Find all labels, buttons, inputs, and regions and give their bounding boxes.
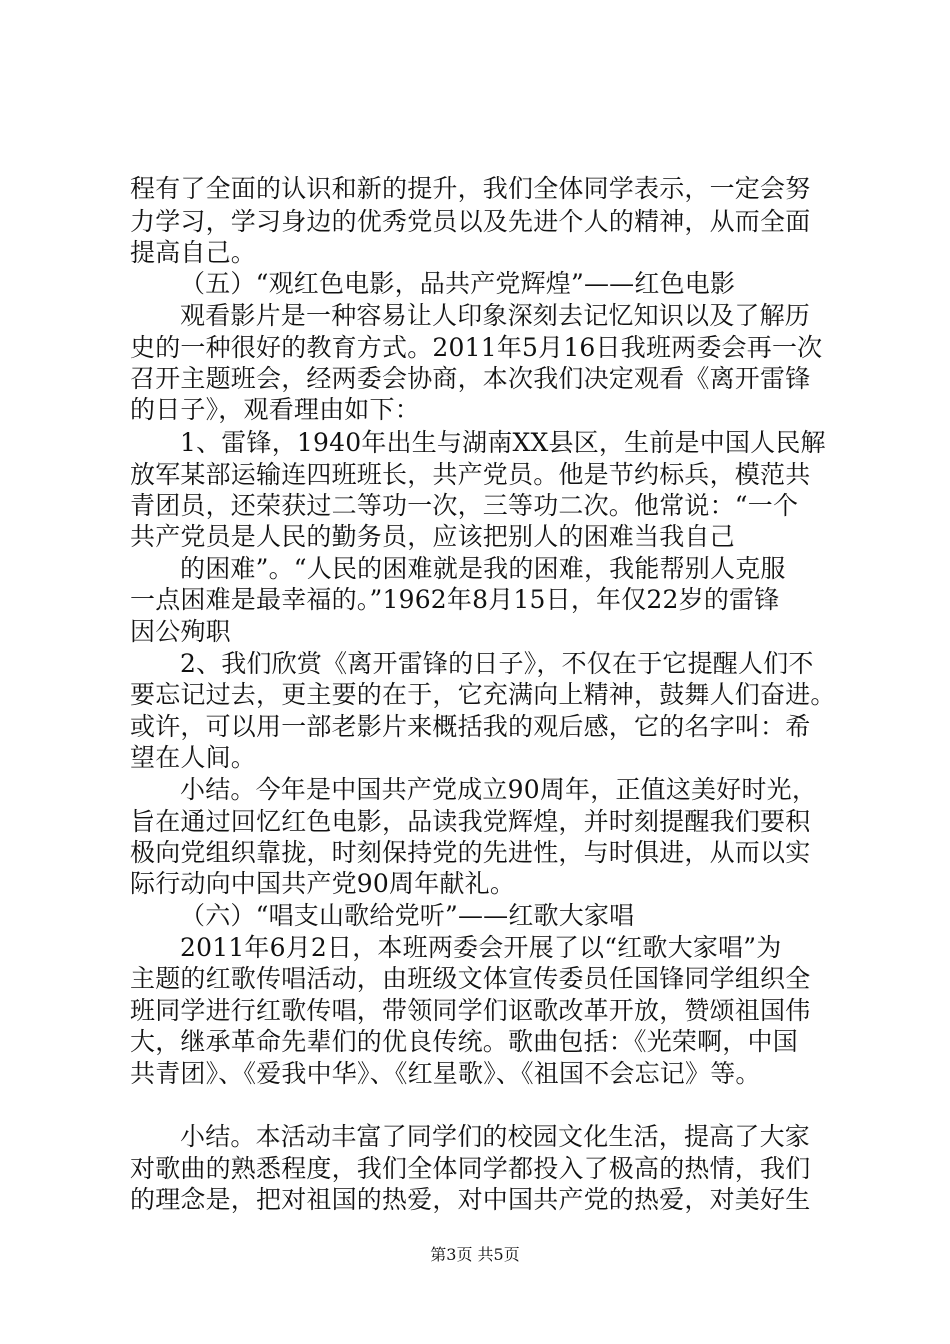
text-line: 际行动向中国共产党90周年献礼。 xyxy=(130,869,516,898)
text-line: 的困难”。“人民的困难就是我的困难，我能帮别人克服 xyxy=(180,554,786,583)
summary-paragraph: 小结。今年是中国共产党成立90周年，正值这美好时光， xyxy=(180,775,818,804)
text-line: 力学习，学习身边的优秀党员以及先进个人的精神，从而全面 xyxy=(130,207,811,236)
text-line: 1、雷锋，1940年出生与湖南XX县区，生前是中国人民解 xyxy=(180,428,826,457)
text-line: 一点困难是最幸福的。”1962年8月15日，年仅22岁的雷锋 xyxy=(130,585,780,614)
section-heading: （六）“唱支山歌给党听”——红歌大家唱 xyxy=(180,901,635,930)
text-line: 或许，可以用一部老影片来概括我的观后感，它的名字叫：希 xyxy=(130,712,811,741)
text-line: 观看影片是一种容易让人印象深刻去记忆知识以及了解历 xyxy=(180,301,811,330)
text-line: 极向党组织靠拢，时刻保持党的先进性，与时俱进，从而以实 xyxy=(130,838,811,867)
text-line: 2、我们欣赏《离开雷锋的日子》，不仅在于它提醒人们不 xyxy=(180,649,814,678)
text-line: 主题的红歌传唱活动，由班级文体宣传委员任国锋同学组织全 xyxy=(130,964,811,993)
section-heading: （五）“观红色电影，品共产党辉煌”——红色电影 xyxy=(180,269,736,298)
text-line: 共青团》、《爱我中华》、《红星歌》、《祖国不会忘记》等。 xyxy=(130,1059,761,1088)
text-line: 班同学进行红歌传唱，带领同学们讴歌改革开放，赞颂祖国伟 xyxy=(130,996,811,1025)
text-line: 旨在通过回忆红色电影，品读我党辉煌，并时刻提醒我们要积 xyxy=(130,807,811,836)
text-line: 要忘记过去，更主要的在于，它充满向上精神，鼓舞人们奋进。 xyxy=(130,680,836,709)
text-line: 史的一种很好的教育方式。2011年5月16日我班两委会再一次 xyxy=(130,333,823,362)
summary-paragraph: 小结。本活动丰富了同学们的校园文化生活，提高了大家 xyxy=(180,1122,811,1151)
text-line: 对歌曲的熟悉程度，我们全体同学都投入了极高的热情，我们 xyxy=(130,1154,811,1183)
text-line: 的日子》，观看理由如下： xyxy=(130,395,420,424)
text-line: 程有了全面的认识和新的提升，我们全体同学表示，一定会努 xyxy=(130,174,811,203)
text-line: 提高自己。 xyxy=(130,238,257,267)
text-line: 放军某部运输连四班班长，共产党员。他是节约标兵，模范共 xyxy=(130,460,811,489)
text-line: 的理念是，把对祖国的热爱，对中国共产党的热爱，对美好生 xyxy=(130,1185,811,1214)
text-line: 召开主题班会，经两委会协商，本次我们决定观看《离开雷锋 xyxy=(130,364,811,393)
text-line: 因公殉职 xyxy=(130,617,231,646)
text-line: 大，继承革命先辈们的优良传统。歌曲包括：《光荣啊，中国 xyxy=(130,1027,798,1056)
text-line: 共产党员是人民的勤务员，应该把别人的困难当我自己 xyxy=(130,522,735,551)
text-line: 望在人间。 xyxy=(130,743,257,772)
page-number-footer: 第3页 共5页 xyxy=(430,1245,520,1264)
text-line: 青团员，还荣获过二等功一次，三等功二次。他常说：“一个 xyxy=(130,491,799,520)
text-line: 2011年6月2日，本班两委会开展了以“红歌大家唱”为 xyxy=(180,933,782,962)
